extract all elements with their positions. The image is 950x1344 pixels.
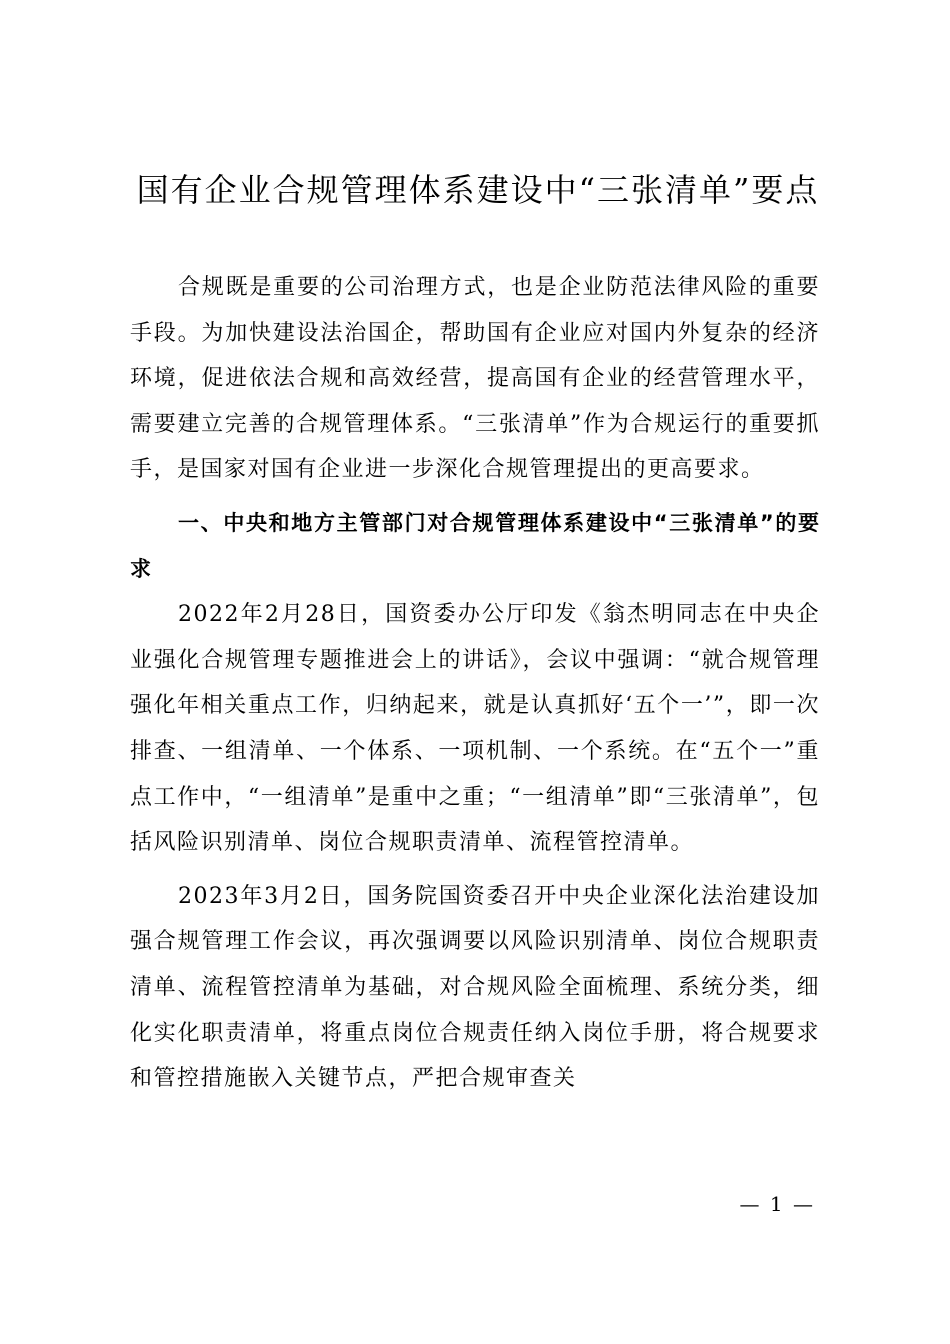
page-number: — 1 — [739,1192,815,1216]
paragraph-2023: 2023年3月2日，国务院国资委召开中央企业深化法治建设加强合规管理工作会议，再次强调要以风险识别清单、岗位合规职责清单、流程管控清单为基础，对合规风险全面梳理、系统分类，细化实化职责清单，将重点岗位合规责任纳入岗位手册，将合规要求和管控措施嵌入关键节点，严把合规审查关 [130,883,820,1092]
document-title: 国有企业合规管理体系建设中“三张清单”要点 [136,171,820,209]
document-body [130,265,820,1102]
section-heading-1: 一、中央和地方主管部门对合规管理体系建设中“三张清单”的要求 [130,510,820,581]
paragraph-2022: 2022年2月28日，国资委办公厅印发《翁杰明同志在中央企业强化合规管理专题推进会上的讲话》，会议中强调：“就合规管理强化年相关重点工作，归纳起来，就是认真抓好‘五个一’”，即一次排查、一组清单、一个体系、一项机制、一个系统。在“五个一”重点工作中，“一组清单”是重中之重；“一组清单”即“三张清单”，包括风险识别清单、岗位合规职责清单、流程管控清单。 [130,602,821,856]
intro-paragraph: 合规既是重要的公司治理方式，也是企业防范法律风险的重要手段。为加快建设法治国企，帮助国有企业应对国内外复杂的经济环境，促进依法合规和高效经营，提高国有企业的经营管理水平，需要建立完善的合规管理体系。“三张清单”作为合规运行的重要抓手，是国家对国有企业进一步深化合规管理提出的更高要求。 [130,275,820,483]
